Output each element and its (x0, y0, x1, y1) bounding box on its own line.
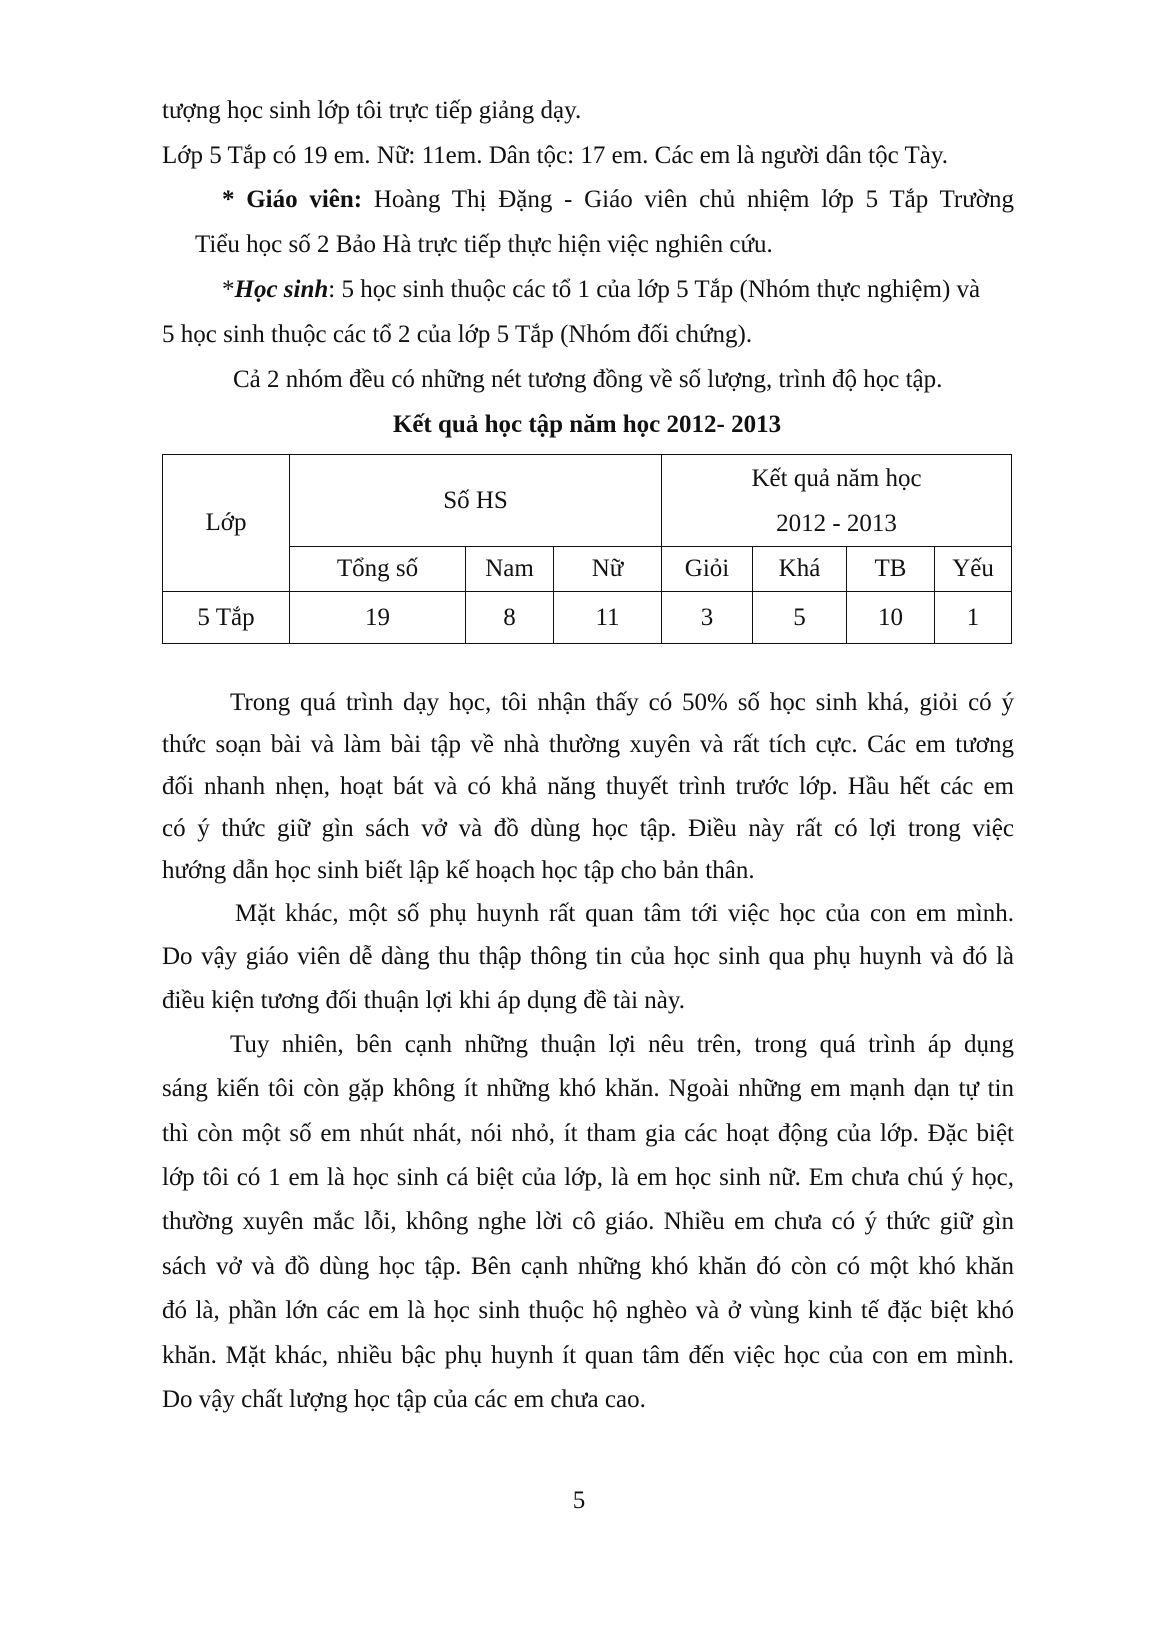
header-ket-qua-line1: Kết quả năm học (751, 464, 922, 492)
text-line: Do vậy chất lượng học tập của các em chưa cao. (162, 1386, 646, 1413)
student-line (222, 275, 980, 305)
cell-nam: 8 (466, 592, 554, 644)
cell-tong-so: 19 (290, 592, 466, 644)
subheader-nu: Nữ (554, 547, 662, 592)
text-line: hướng dẫn học sinh biết lập kế hoạch học tập cho bản thân. (162, 857, 755, 884)
text-line: tượng học sinh lớp tôi trực tiếp giảng dạy. (162, 97, 582, 124)
teacher-label: * Giáo viên: (222, 186, 363, 213)
text-line: 5 học sinh thuộc các tổ 2 của lớp 5 Tắp (Nhóm đối chứng). (162, 321, 753, 348)
text-line: Trong quá trình dạy học, tôi nhận thấy có 50% số học sinh khá, giỏi có ý (230, 689, 1014, 716)
text-line: Tiểu học số 2 Bảo Hà trực tiếp thực hiện việc nghiên cứu. (195, 231, 773, 258)
cell-nu: 11 (554, 592, 662, 644)
cell-kha: 5 (753, 592, 847, 644)
subheader-tong-so: Tổng số (290, 547, 466, 592)
text-line: Lớp 5 Tắp có 19 em. Nữ: 11em. Dân tộc: 17 em. Các em là người dân tộc Tày. (162, 142, 948, 169)
student-star: * (222, 276, 235, 303)
header-so-hs: Số HS (290, 455, 662, 547)
cell-tb: 10 (847, 592, 935, 644)
table-title: Kết quả học tập năm học 2012- 2013 (392, 411, 782, 438)
table-row (163, 592, 1012, 644)
page-number: 5 (572, 1487, 586, 1514)
cell-lop: 5 Tắp (163, 592, 290, 644)
text-line: Tuy nhiên, bên cạnh những thuận lợi nêu trên, trong quá trình áp dụng (230, 1031, 1014, 1058)
student-text: : 5 học sinh thuộc các tổ 1 của lớp 5 Tắp (Nhóm thực nghiệm) và (328, 276, 981, 303)
text-line: đó là, phần lớn các em là học sinh thuộc hộ nghèo và ở vùng kinh tế đặc biệt khó (162, 1297, 1014, 1324)
subheader-tb: TB (847, 547, 935, 592)
subheader-gioi: Giỏi (662, 547, 753, 592)
student-label: Học sinh (234, 276, 329, 303)
text-line: sách vở và đồ dùng học tập. Bên cạnh những khó khăn đó còn có một khó khăn (162, 1253, 1014, 1280)
text-line: điều kiện tương đối thuận lợi khi áp dụng đề tài này. (162, 987, 685, 1014)
text-line: thì còn một số em nhút nhát, nói nhỏ, ít tham gia các hoạt động của lớp. Đặc biệt (162, 1120, 1014, 1147)
text-line: thường xuyên mắc lỗi, không nghe lời cô giáo. Nhiều em chưa có ý thức giữ gìn (162, 1208, 1014, 1235)
cell-gioi: 3 (662, 592, 753, 644)
header-lop: Lớp (163, 455, 290, 592)
subheader-kha: Khá (753, 547, 847, 592)
results-table (162, 454, 1012, 644)
text-line: Do vậy giáo viên dễ dàng thu thập thông tin của học sinh qua phụ huynh và đó là (162, 943, 1014, 970)
header-ket-qua-line2: 2012 - 2013 (776, 509, 897, 537)
teacher-line (222, 185, 1014, 215)
subheader-yeu: Yếu (935, 547, 1012, 592)
header-ket-qua (662, 455, 1012, 547)
text-line: sáng kiến tôi còn gặp không ít những khó khăn. Ngoài những em mạnh dạn tự tin (162, 1075, 1014, 1102)
subheader-nam: Nam (466, 547, 554, 592)
text-line: thức soạn bài và làm bài tập về nhà thường xuyên và rất tích cực. Các em tương (162, 731, 1014, 758)
text-line: khăn. Mặt khác, nhiều bậc phụ huynh ít quan tâm đến việc học của con em mình. (162, 1342, 1014, 1369)
cell-yeu: 1 (935, 592, 1012, 644)
teacher-text: Hoàng Thị Đặng - Giáo viên chủ nhiệm lớp 5 Tắp Trường (362, 186, 1014, 213)
text-line: Cả 2 nhóm đều có những nét tương đồng về số lượng, trình độ học tập. (233, 366, 943, 393)
text-line: Mặt khác, một số phụ huynh rất quan tâm tới việc học của con em mình. (235, 900, 1014, 927)
text-line: đối nhanh nhẹn, hoạt bát và có khả năng thuyết trình trước lớp. Hầu hết các em (162, 773, 1014, 800)
text-line: có ý thức giữ gìn sách vở và đồ dùng học tập. Điều này rất có lợi trong việc (162, 815, 1014, 842)
text-line: lớp tôi có 1 em là học sinh cá biệt của lớp, là em học sinh nữ. Em chưa chú ý học, (162, 1164, 1014, 1191)
